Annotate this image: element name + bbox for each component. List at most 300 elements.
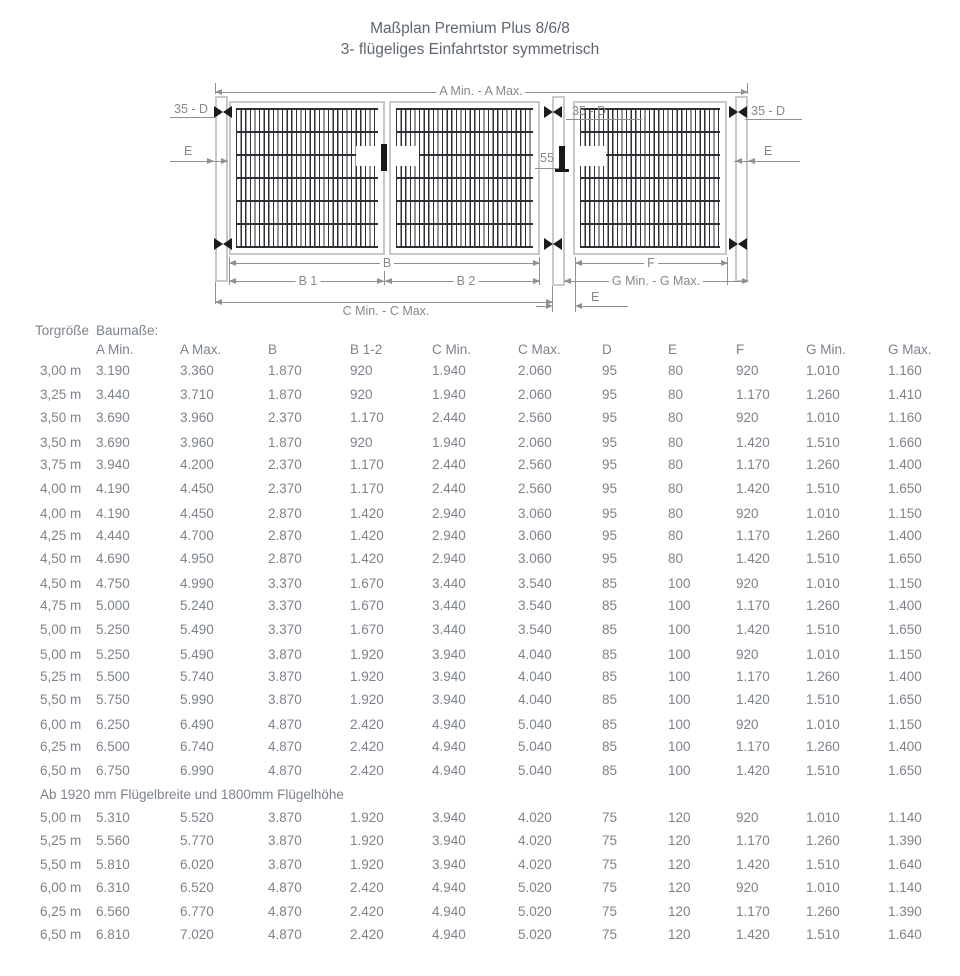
table-cell: 80 [668, 386, 684, 402]
table-cell: 3.440 [432, 598, 466, 614]
table-cell: 3.710 [180, 386, 214, 402]
table-cell: 5.240 [180, 598, 214, 614]
latch-side-wing [559, 146, 565, 169]
table-header-row-2 [0, 340, 960, 359]
table-cell: 4.940 [432, 927, 466, 943]
table-cell: 5.770 [180, 833, 214, 849]
table-cell: 4.750 [96, 576, 130, 592]
table-cell: 1.010 [806, 646, 840, 662]
table-cell: 1.420 [350, 505, 384, 521]
table-cell: 100 [668, 621, 691, 637]
table-cell: 2.440 [432, 457, 466, 473]
arrow-icon [741, 89, 748, 95]
table-cell: 3.440 [432, 621, 466, 637]
arrow-icon [229, 260, 236, 266]
table-cell: 3.870 [268, 809, 302, 825]
table-cell: 75 [602, 927, 618, 943]
table-cell: 3,50 m [40, 435, 82, 451]
table-cell: 1.420 [736, 435, 770, 451]
table-cell: 80 [668, 363, 684, 379]
col-header-a-max: A Max. [180, 342, 222, 357]
table-cell: 5.990 [180, 692, 214, 708]
table-cell: 1.510 [806, 435, 840, 451]
table-cell: 4.950 [180, 551, 214, 567]
table-row [0, 477, 960, 501]
table-cell: 75 [602, 880, 618, 896]
table-cell: 2.560 [518, 480, 552, 496]
table-cell: 1.400 [888, 598, 922, 614]
table-cell: 1.420 [736, 762, 770, 778]
table-cell: 95 [602, 480, 618, 496]
dim-line [566, 119, 642, 120]
table-cell: 1.260 [806, 598, 840, 614]
table-cell: 5.020 [518, 927, 552, 943]
table-row [0, 618, 960, 642]
table-cell: 1.260 [806, 668, 840, 684]
arrow-icon [575, 260, 582, 266]
table-row [0, 688, 960, 712]
table-cell: 5.250 [96, 646, 130, 662]
dim-label-e-bottom: E [591, 290, 600, 304]
table-cell: 6.740 [180, 739, 214, 755]
table-cell: 920 [736, 880, 759, 896]
table-row [0, 735, 960, 759]
table-cell: 4.190 [96, 505, 130, 521]
table-cell: 1.420 [736, 692, 770, 708]
post-left [215, 96, 228, 282]
table-cell: 5.250 [96, 621, 130, 637]
hinge-icon [729, 106, 747, 118]
hinge-icon [544, 238, 562, 250]
table-cell: 4.870 [268, 880, 302, 896]
post-middle [552, 96, 565, 286]
table-cell: 95 [602, 435, 618, 451]
table-cell: 2.420 [350, 717, 384, 733]
table-cell: 1.940 [432, 386, 466, 402]
hinge-icon [214, 106, 232, 118]
table-cell: 4.450 [180, 505, 214, 521]
table-cell: 2.420 [350, 880, 384, 896]
table-cell: 2.440 [432, 410, 466, 426]
table-cell: 1.400 [888, 668, 922, 684]
table-cell: 4.990 [180, 576, 214, 592]
table-cell: 4.190 [96, 480, 130, 496]
col-header-c-min: C Min. [432, 342, 472, 357]
table-cell: 4.040 [518, 692, 552, 708]
table-row [0, 853, 960, 877]
table-row [0, 829, 960, 853]
table-cell: 95 [602, 505, 618, 521]
table-cell: 4.870 [268, 717, 302, 733]
table-cell: 6.990 [180, 762, 214, 778]
table-cell: 95 [602, 386, 618, 402]
header-empty [0, 340, 96, 359]
table-cell: 1.010 [806, 809, 840, 825]
table-cell: 120 [668, 927, 691, 943]
col-header-d: D [602, 342, 612, 357]
table-cell: 920 [736, 363, 759, 379]
table-cell: 75 [602, 809, 618, 825]
table-cell: 1.420 [350, 551, 384, 567]
table-cell: 1.650 [888, 621, 922, 637]
table-cell: 1.170 [350, 410, 384, 426]
table-cell: 1.650 [888, 480, 922, 496]
table-cell: 2.870 [268, 551, 302, 567]
dim-label-g: G Min. - G Max. [609, 274, 703, 289]
lock-notch-wing2 [394, 146, 419, 166]
table-cell: 1.920 [350, 856, 384, 872]
table-cell: 5.490 [180, 646, 214, 662]
table-cell: 80 [668, 457, 684, 473]
table-cell: 1.010 [806, 880, 840, 896]
table-cell: 2.560 [518, 457, 552, 473]
table-cell: 85 [602, 692, 618, 708]
table-row [0, 712, 960, 736]
table-row [0, 876, 960, 900]
table-cell: 1.010 [806, 363, 840, 379]
table-cell: 3.360 [180, 363, 214, 379]
table-cell: 4.870 [268, 903, 302, 919]
table-cell: 2.420 [350, 927, 384, 943]
table-row [0, 900, 960, 924]
table-cell: 3.940 [432, 833, 466, 849]
table-cell: 3.440 [96, 386, 130, 402]
lock-notch-wing1 [356, 146, 380, 166]
table-cell: 4.020 [518, 809, 552, 825]
table-cell: 1.170 [350, 457, 384, 473]
table-cell: 3,75 m [40, 457, 82, 473]
table-cell: 920 [350, 435, 373, 451]
table-cell: 1.650 [888, 692, 922, 708]
table-cell: 4.870 [268, 927, 302, 943]
dim-label-55: 55 [540, 151, 554, 165]
table-cell: 85 [602, 739, 618, 755]
table-cell: 100 [668, 576, 691, 592]
table-cell: 6.250 [96, 717, 130, 733]
table-cell: 1.170 [350, 480, 384, 496]
table-cell: 100 [668, 692, 691, 708]
table-row [0, 524, 960, 548]
table-cell: 2.370 [268, 457, 302, 473]
table-cell: 80 [668, 410, 684, 426]
table-cell: 1.170 [736, 903, 770, 919]
dim-label-e-right: E [764, 144, 773, 158]
table-cell: 5.740 [180, 668, 214, 684]
table-cell: 80 [668, 551, 684, 567]
table-cell: 4.700 [180, 527, 214, 543]
table-cell: 1.420 [736, 551, 770, 567]
table-cell: 100 [668, 762, 691, 778]
table-cell: 1.640 [888, 927, 922, 943]
table-cell: 5.040 [518, 762, 552, 778]
table-cell: 920 [736, 646, 759, 662]
table-cell: 1.170 [736, 668, 770, 684]
table-cell: 95 [602, 551, 618, 567]
dim-label-b2: B 2 [454, 274, 479, 289]
dim-line [581, 306, 628, 307]
table-cell: 1.400 [888, 527, 922, 543]
col-header-a-min: A Min. [96, 342, 134, 357]
table-cell: 1.010 [806, 505, 840, 521]
table-cell: 2.420 [350, 739, 384, 755]
wing-3-mesh [580, 108, 720, 248]
arrow-icon [735, 158, 742, 164]
dim-line [170, 161, 228, 162]
table-cell: 4.040 [518, 668, 552, 684]
arrow-icon [533, 278, 540, 284]
hinge-icon [544, 106, 562, 118]
table-cell: 5.040 [518, 739, 552, 755]
table-cell: 1.260 [806, 457, 840, 473]
table-cell: 1.920 [350, 809, 384, 825]
table-cell: 1.510 [806, 692, 840, 708]
table-cell: 95 [602, 457, 618, 473]
table-cell: 1.170 [736, 457, 770, 473]
table-cell: 1.920 [350, 692, 384, 708]
arrow-icon [207, 158, 214, 164]
table-cell: 1.170 [736, 598, 770, 614]
arrow-icon [748, 158, 755, 164]
table-cell: 3.540 [518, 621, 552, 637]
header-baumasse: Baumaße: [96, 323, 159, 338]
table-cell: 1.140 [888, 809, 922, 825]
table-cell: 1.420 [736, 621, 770, 637]
header-torgroesse: Torgröße [35, 323, 90, 338]
col-header-b: B [268, 342, 278, 357]
table-cell: 6.750 [96, 762, 130, 778]
table-cell: 5.000 [96, 598, 130, 614]
table-cell: 95 [602, 527, 618, 543]
table-cell: 3.540 [518, 576, 552, 592]
table-cell: 85 [602, 646, 618, 662]
table-cell: 5,25 m [40, 668, 82, 684]
table-cell: 5.500 [96, 668, 130, 684]
table-cell: 1.170 [736, 833, 770, 849]
dim-line-c [215, 302, 552, 303]
table-cell: 920 [736, 809, 759, 825]
table-cell: 920 [736, 505, 759, 521]
dim-label-e-left: E [184, 144, 193, 158]
table-row [0, 359, 960, 383]
table-cell: 120 [668, 833, 691, 849]
table-cell: 1.260 [806, 386, 840, 402]
table-row [0, 594, 960, 618]
table-cell: 4.940 [432, 903, 466, 919]
table-cell: 4.040 [518, 646, 552, 662]
table-cell: 3.940 [432, 809, 466, 825]
table-cell: 3.870 [268, 856, 302, 872]
wing-2-mesh [396, 108, 533, 248]
table-cell: 3.370 [268, 621, 302, 637]
arrow-icon [533, 260, 540, 266]
table-cell: 1.510 [806, 621, 840, 637]
table-cell: 5.020 [518, 903, 552, 919]
table-cell: 1.150 [888, 505, 922, 521]
latch-double-gate [381, 144, 387, 171]
table-cell: 5,00 m [40, 621, 82, 637]
col-header-b12: B 1-2 [350, 342, 383, 357]
table-cell: 1.920 [350, 833, 384, 849]
table-cell: 920 [736, 576, 759, 592]
table-cell: 3.870 [268, 692, 302, 708]
table-cell: 85 [602, 576, 618, 592]
table-cell: 3,25 m [40, 386, 82, 402]
table-row [0, 641, 960, 665]
table-cell: 1.150 [888, 576, 922, 592]
gate-wing-2 [389, 101, 540, 255]
table-cell: 3.190 [96, 363, 130, 379]
table-cell: 6.810 [96, 927, 130, 943]
table-cell: 5,00 m [40, 646, 82, 662]
table-cell: 1.260 [806, 833, 840, 849]
table-cell: 2.940 [432, 527, 466, 543]
table-cell: 4.020 [518, 856, 552, 872]
table-cell: 1.400 [888, 739, 922, 755]
table-cell: 920 [350, 386, 373, 402]
table-cell: 920 [736, 410, 759, 426]
table-cell: 80 [668, 435, 684, 451]
table-row [0, 759, 960, 783]
table-cell: 4.940 [432, 739, 466, 755]
arrow-icon [221, 158, 228, 164]
table-cell: 120 [668, 903, 691, 919]
table-cell: 100 [668, 668, 691, 684]
section-note-row [0, 782, 960, 806]
table-cell: 4.440 [96, 527, 130, 543]
table-cell: 2.420 [350, 903, 384, 919]
table-cell: 120 [668, 856, 691, 872]
table-cell: 3.940 [96, 457, 130, 473]
dim-label-d-right: 35 - D [751, 104, 786, 118]
table-cell: 100 [668, 717, 691, 733]
table-cell: 7.020 [180, 927, 214, 943]
table-cell: 1.010 [806, 410, 840, 426]
table-cell: 3.940 [432, 692, 466, 708]
table-row [0, 453, 960, 477]
table-cell: 4.200 [180, 457, 214, 473]
table-cell: 1.170 [736, 386, 770, 402]
table-row [0, 806, 960, 830]
table-cell: 1.650 [888, 762, 922, 778]
table-cell: 3.870 [268, 668, 302, 684]
table-cell: 3.060 [518, 551, 552, 567]
table-cell: 85 [602, 717, 618, 733]
table-cell: 3.060 [518, 505, 552, 521]
table-cell: 6,25 m [40, 739, 82, 755]
table-cell: 1.510 [806, 762, 840, 778]
table-cell: 2.560 [518, 410, 552, 426]
table-cell: 2.060 [518, 435, 552, 451]
table-cell: 920 [350, 363, 373, 379]
table-cell: 5.490 [180, 621, 214, 637]
table-cell: 5.810 [96, 856, 130, 872]
table-cell: 6,00 m [40, 880, 82, 896]
table-cell: 100 [668, 646, 691, 662]
table-cell: 4.870 [268, 739, 302, 755]
table-cell: 5,50 m [40, 856, 82, 872]
dim-label-f: F [644, 256, 658, 271]
dim-label-a: A Min. - A Max. [436, 84, 525, 99]
hinge-icon [214, 238, 232, 250]
page-title [0, 18, 940, 60]
table-row [0, 923, 960, 947]
table-cell: 1.510 [806, 551, 840, 567]
table-cell: 6.490 [180, 717, 214, 733]
section-note: Ab 1920 mm Flügelbreite und 1800mm Flügelhöhe [40, 786, 344, 802]
table-row [0, 406, 960, 430]
table-cell: 2.870 [268, 505, 302, 521]
table-cell: 1.390 [888, 903, 922, 919]
table-cell: 3.960 [180, 435, 214, 451]
table-cell: 5.750 [96, 692, 130, 708]
table-cell: 1.920 [350, 668, 384, 684]
table-cell: 4.940 [432, 717, 466, 733]
table-cell: 5.020 [518, 880, 552, 896]
dim-line [535, 168, 559, 169]
gate-wing-1 [229, 101, 385, 255]
table-row [0, 571, 960, 595]
col-header-g-min: G Min. [806, 342, 846, 357]
table-cell: 4.940 [432, 880, 466, 896]
table-cell: 1.660 [888, 435, 922, 451]
table-cell: 85 [602, 762, 618, 778]
table-cell: 3.060 [518, 527, 552, 543]
table-cell: 1.670 [350, 576, 384, 592]
table-cell: 4.940 [432, 762, 466, 778]
table-cell: 2.060 [518, 363, 552, 379]
table-cell: 5,25 m [40, 833, 82, 849]
table-cell: 80 [668, 527, 684, 543]
table-cell: 1.260 [806, 739, 840, 755]
col-header-e: E [668, 342, 678, 357]
col-header-g-max: G Max. [888, 342, 932, 357]
table-cell: 1.260 [806, 903, 840, 919]
table-cell: 80 [668, 480, 684, 496]
table-cell: 3.540 [518, 598, 552, 614]
table-cell: 85 [602, 668, 618, 684]
table-cell: 5.310 [96, 809, 130, 825]
table-cell: 6.520 [180, 880, 214, 896]
table-cell: 4,50 m [40, 576, 82, 592]
table-cell: 920 [736, 717, 759, 733]
table-cell: 3.940 [432, 646, 466, 662]
table-cell: 1.870 [268, 435, 302, 451]
table-cell: 1.010 [806, 576, 840, 592]
table-cell: 1.400 [888, 457, 922, 473]
table-cell: 5,00 m [40, 809, 82, 825]
table-cell: 85 [602, 598, 618, 614]
table-cell: 6,50 m [40, 927, 82, 943]
table-cell: 4.870 [268, 762, 302, 778]
table-cell: 5.040 [518, 717, 552, 733]
table-cell: 100 [668, 739, 691, 755]
arrow-icon [721, 260, 728, 266]
table-cell: 1.260 [806, 527, 840, 543]
table-row [0, 383, 960, 407]
table-cell: 1.510 [806, 856, 840, 872]
table-cell: 4.020 [518, 833, 552, 849]
table-cell: 1.150 [888, 717, 922, 733]
dim-line-e-bottom [536, 306, 546, 307]
table-cell: 6.560 [96, 903, 130, 919]
table-cell: 1.670 [350, 598, 384, 614]
table-row [0, 500, 960, 524]
dim-label-b1: B 1 [296, 274, 321, 289]
table-cell: 2.940 [432, 505, 466, 521]
table-cell: 4,00 m [40, 505, 82, 521]
table-cell: 6.500 [96, 739, 130, 755]
table-cell: 1.160 [888, 410, 922, 426]
